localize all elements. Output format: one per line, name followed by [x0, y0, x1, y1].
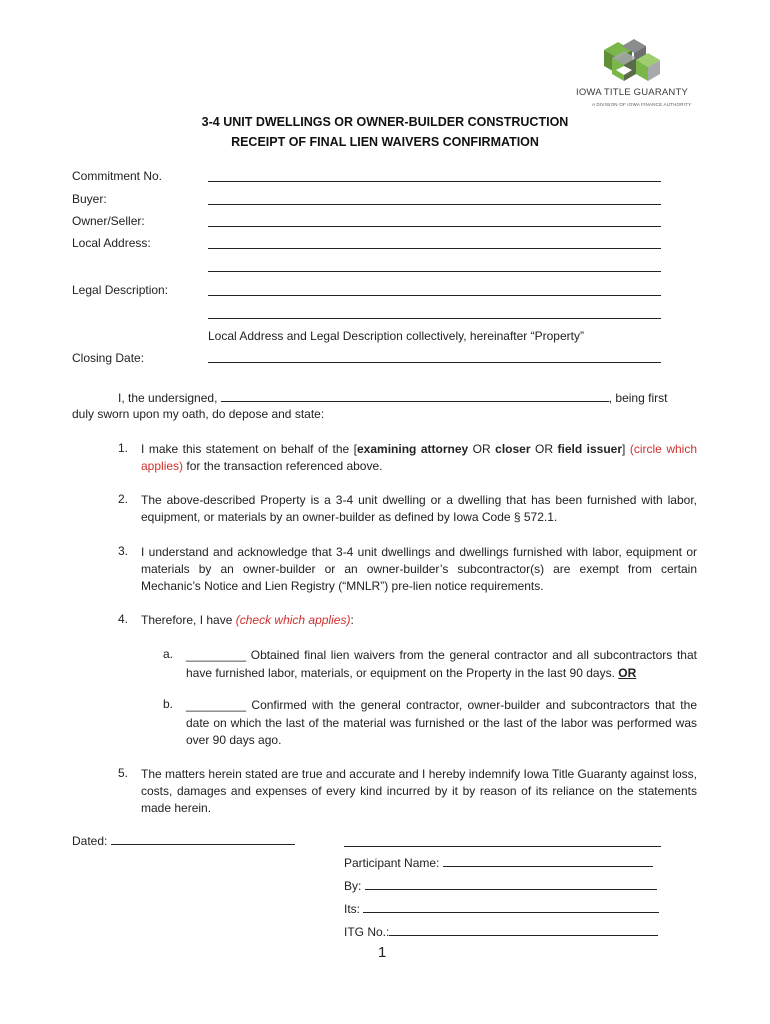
local-address-field-2[interactable] — [208, 271, 661, 272]
undersigned-name-field[interactable] — [221, 390, 609, 402]
circle-instruction: (circle which applies) — [141, 442, 698, 473]
item-1-text: I make this statement on behalf of the [examining attorney OR closer OR field issuer] (circle which applies) for the transaction referenced above. — [141, 442, 698, 473]
its-field[interactable] — [363, 901, 659, 913]
participant-row — [344, 855, 653, 872]
closer-option[interactable]: closer — [495, 442, 531, 456]
participant-label: Participant Name: — [344, 856, 440, 870]
examining-attorney-option[interactable]: examining attorney — [357, 442, 469, 456]
item-3-number: 3. — [118, 544, 129, 558]
intro-text-2: , being first — [608, 391, 668, 405]
subitem-b-checkbox[interactable]: _________ — [186, 698, 247, 712]
buyer-field[interactable] — [208, 204, 661, 205]
page-number: 1 — [378, 944, 387, 961]
item-2-text: The above-described Property is a 3-4 unit dwelling or a dwelling that has been furnished with labor, equipment, or materials by an owner-builder as defined by Iowa Code § 572.1. — [141, 493, 697, 524]
its-label: Its: — [344, 902, 361, 916]
iowa-title-guaranty-logo — [576, 36, 696, 110]
owner-seller-label: Owner/Seller: — [72, 214, 145, 228]
its-row — [344, 901, 659, 918]
cube-logo-icon — [576, 36, 696, 88]
subitem-a-text: _________ Obtained final lien waivers from the general contractor and all subcontractors that have furnished labor, materials, or equipment on the Property in the last 90 days. OR — [186, 648, 697, 680]
intro-line1 — [118, 390, 667, 407]
closing-date-field[interactable] — [208, 362, 661, 363]
dated-label: Dated: — [72, 834, 108, 848]
or-emphasis: OR — [618, 665, 637, 680]
item-5-text: The matters herein stated are true and accurate and I hereby indemnify Iowa Title Guaranty against loss, costs, damages and expenses of every kind incurred by it by reason of its reliance on the statements made herein. — [141, 767, 697, 815]
item-3-text: I understand and acknowledge that 3-4 unit dwellings and dwellings furnished with labor, equipment or materials by an owner-builder or an owner-builder’s subcontractor(s) are exempt from certain Mechanic’s Notice and Lien Registry (“MNLR”) pre-lien notice requirements. — [141, 545, 697, 593]
legal-description-field[interactable] — [208, 295, 661, 296]
by-label: By: — [344, 879, 362, 893]
legal-description-label: Legal Description: — [72, 283, 169, 297]
intro-text-1: I, the undersigned, — [118, 391, 218, 405]
logo-company-name: IOWA TITLE GUARANTY — [576, 87, 689, 98]
by-row — [344, 878, 657, 895]
buyer-label: Buyer: — [72, 192, 107, 206]
itg-label: ITG No.: — [344, 925, 390, 939]
participant-field[interactable] — [443, 855, 653, 867]
subitem-a-label: a. — [163, 647, 174, 661]
subitem-b-label: b. — [163, 697, 174, 711]
intro-line2: duly sworn upon my oath, do depose and state: — [72, 407, 325, 421]
document-title-line1: 3-4 UNIT DWELLINGS OR OWNER-BUILDER CONSTRUCTION — [201, 115, 569, 129]
commitment-field[interactable] — [208, 181, 661, 182]
item-4-text: Therefore, I have (check which applies): — [141, 613, 354, 627]
legal-description-field-2[interactable] — [208, 318, 661, 319]
item-2-number: 2. — [118, 492, 129, 506]
item-5-number: 5. — [118, 766, 129, 780]
local-address-field[interactable] — [208, 248, 661, 249]
itg-row — [344, 924, 658, 941]
document-title-line2: RECEIPT OF FINAL LIEN WAIVERS CONFIRMATION — [231, 135, 539, 149]
itg-field[interactable] — [389, 924, 658, 936]
check-instruction: (check which applies) — [235, 613, 351, 627]
commitment-label: Commitment No. — [72, 169, 163, 183]
by-field[interactable] — [365, 878, 657, 890]
property-note: Local Address and Legal Description collectively, hereinafter “Property” — [208, 329, 584, 343]
item-1-number: 1. — [118, 441, 129, 455]
owner-seller-field[interactable] — [208, 226, 661, 227]
field-issuer-option[interactable]: field issuer — [557, 442, 623, 456]
closing-date-label: Closing Date: — [72, 351, 145, 365]
dated-field[interactable] — [111, 833, 295, 845]
signature-line[interactable] — [344, 846, 661, 847]
dated-row — [72, 833, 295, 850]
item-4-number: 4. — [118, 612, 129, 626]
logo-tagline: A DIVISION OF IOWA FINANCE AUTHORITY — [592, 102, 692, 107]
subitem-b-text: _________ Confirmed with the general contractor, owner-builder and subcontractors that the date on which the last of the material was furnished or the last of the labor was performed was over 90 days ago. — [186, 698, 697, 747]
subitem-a-checkbox[interactable]: _________ — [186, 648, 247, 662]
local-address-label: Local Address: — [72, 236, 151, 250]
